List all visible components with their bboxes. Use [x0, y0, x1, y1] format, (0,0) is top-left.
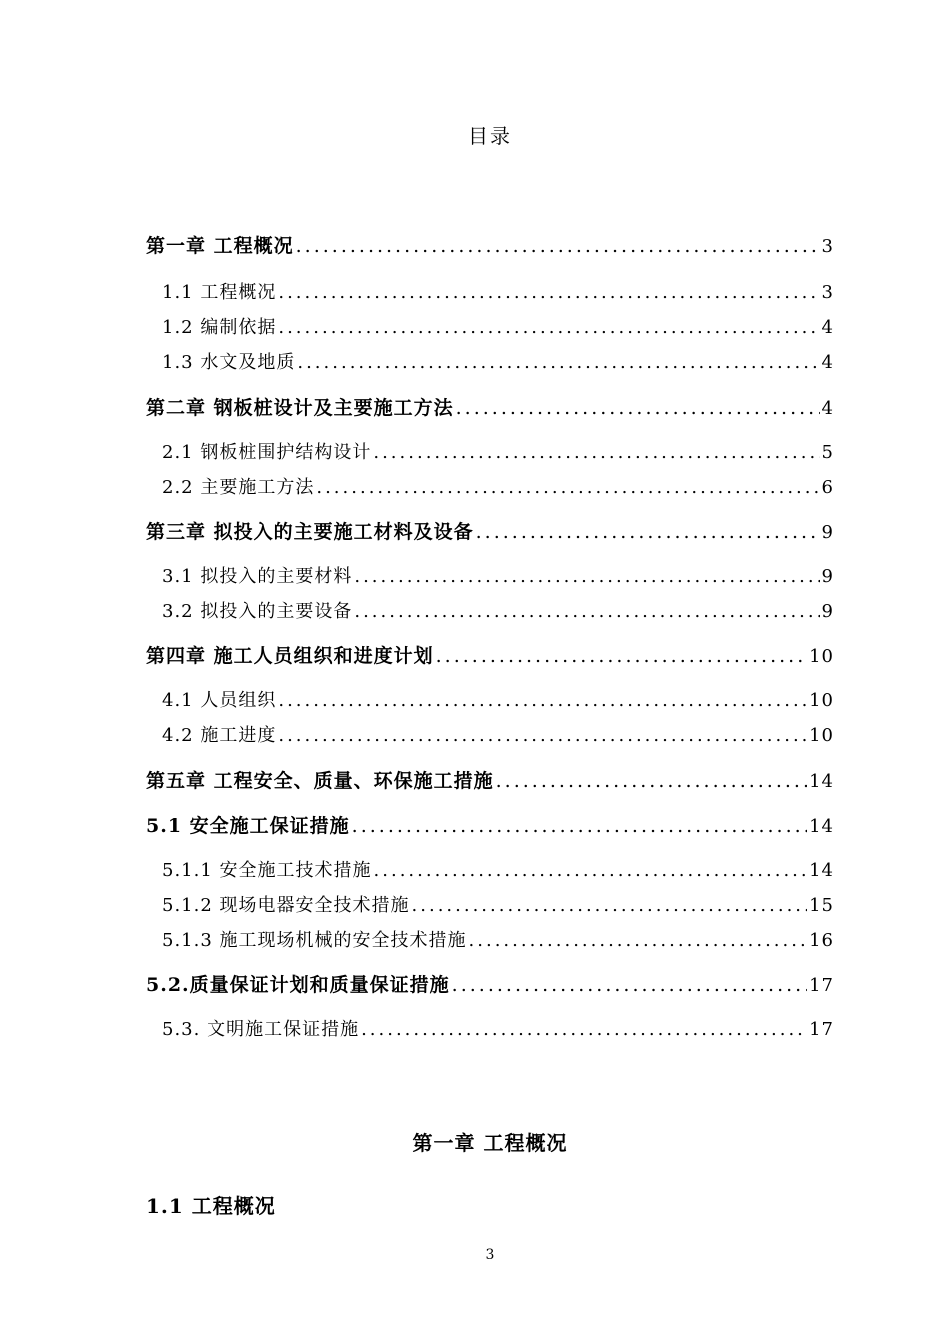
toc-leader-dots [297, 352, 819, 373]
toc-entry-page: 3 [821, 282, 834, 303]
toc-chapter-entry[interactable] [146, 811, 834, 841]
toc-section-entry[interactable] [146, 721, 834, 751]
toc-leader-dots [476, 521, 820, 543]
toc-entry-page: 17 [809, 1019, 834, 1040]
toc-entry-page: 10 [809, 690, 834, 711]
toc-section-entry[interactable] [146, 313, 834, 343]
toc-entry-page: 9 [821, 522, 834, 543]
toc-entry-page: 16 [809, 930, 834, 951]
toc-entry-label: 5.3. 文明施工保证措施 [162, 1019, 360, 1040]
toc-leader-dots [278, 282, 819, 303]
toc-entry-page: 3 [821, 236, 834, 257]
toc-chapter-entry[interactable] [146, 766, 834, 796]
toc-entry-label: 5.1.3 施工现场机械的安全技术措施 [162, 930, 467, 951]
toc-entry-label: 第三章 拟投入的主要施工材料及设备 [146, 521, 474, 543]
toc-leader-dots [316, 477, 819, 498]
toc-entry-label: 3.2 拟投入的主要设备 [162, 601, 353, 622]
toc-entry-label: 3.1 拟投入的主要材料 [162, 566, 353, 587]
toc-entry-page: 9 [821, 566, 834, 587]
toc-entry-page: 15 [809, 895, 834, 916]
toc-entry-label: 4.1 人员组织 [162, 690, 277, 711]
toc-leader-dots [496, 770, 807, 792]
toc-entry-page: 14 [809, 771, 834, 792]
toc-section-entry[interactable] [146, 278, 834, 308]
toc-leader-dots [456, 397, 820, 419]
toc-section-entry[interactable] [146, 686, 834, 716]
toc-section-entry[interactable] [146, 597, 834, 627]
toc-entry-label: 1.1 工程概况 [162, 282, 277, 303]
toc-section-entry[interactable] [146, 891, 834, 921]
toc-leader-dots [452, 974, 807, 996]
toc-leader-dots [436, 645, 807, 667]
toc-leader-dots [354, 566, 819, 587]
toc-leader-dots [354, 601, 819, 622]
toc-entry-page: 6 [821, 477, 834, 498]
toc-section-entry[interactable] [146, 856, 834, 886]
toc-section-entry[interactable] [146, 348, 834, 378]
toc-entry-label: 2.1 钢板桩围护结构设计 [162, 442, 372, 463]
toc-leader-dots [374, 860, 808, 881]
toc-entry-page: 14 [809, 816, 834, 837]
toc-entry-label: 5.1.1 安全施工技术措施 [162, 860, 372, 881]
toc-leader-dots [361, 1019, 807, 1040]
toc-leader-dots [278, 725, 807, 746]
toc-entry-label: 第五章 工程安全、质量、环保施工措施 [146, 770, 494, 792]
toc-entry-page: 14 [809, 860, 834, 881]
toc-entry-label: 第一章 工程概况 [146, 235, 294, 257]
toc-entry-label: 5.2.质量保证计划和质量保证措施 [146, 974, 450, 996]
toc-title: 目录 [468, 124, 512, 148]
toc-leader-dots [296, 235, 820, 257]
section-heading: 1.1 工程概况 [146, 1194, 276, 1218]
toc-leader-dots [278, 690, 807, 711]
toc-entry-page: 4 [821, 352, 834, 373]
toc-section-entry[interactable] [146, 438, 834, 468]
toc-chapter-entry[interactable] [146, 970, 834, 1000]
toc-entry-page: 5 [821, 442, 834, 463]
toc-entry-page: 10 [809, 725, 834, 746]
toc-entry-page: 10 [809, 646, 834, 667]
toc-leader-dots [412, 895, 808, 916]
toc-entry-label: 1.3 水文及地质 [162, 352, 296, 373]
toc-entry-page: 4 [821, 317, 834, 338]
toc-section-entry[interactable] [146, 473, 834, 503]
toc-entry-label: 1.2 编制依据 [162, 317, 277, 338]
toc-entry-label: 5.1.2 现场电器安全技术措施 [162, 895, 410, 916]
toc-leader-dots [352, 815, 807, 837]
toc-chapter-entry[interactable] [146, 393, 834, 423]
toc-section-entry[interactable] [146, 562, 834, 592]
toc-leader-dots [373, 442, 819, 463]
page-number: 3 [485, 1247, 495, 1263]
toc-chapter-entry[interactable] [146, 641, 834, 671]
toc-chapter-entry[interactable] [146, 517, 834, 547]
toc-entry-label: 5.1 安全施工保证措施 [146, 815, 350, 837]
toc-entry-label: 2.2 主要施工方法 [162, 477, 315, 498]
toc-leader-dots [278, 317, 819, 338]
toc-entry-page: 4 [821, 398, 834, 419]
toc-entry-label: 第四章 施工人员组织和进度计划 [146, 645, 434, 667]
toc-entry-label: 4.2 施工进度 [162, 725, 277, 746]
toc-entry-label: 第二章 钢板桩设计及主要施工方法 [146, 397, 454, 419]
toc-entry-page: 9 [821, 601, 834, 622]
toc-section-entry[interactable] [146, 1015, 834, 1045]
toc-section-entry[interactable] [146, 926, 834, 956]
toc-entry-page: 17 [809, 975, 834, 996]
toc-chapter-entry[interactable] [146, 231, 834, 261]
toc-leader-dots [469, 930, 808, 951]
chapter-heading: 第一章 工程概况 [412, 1131, 568, 1155]
